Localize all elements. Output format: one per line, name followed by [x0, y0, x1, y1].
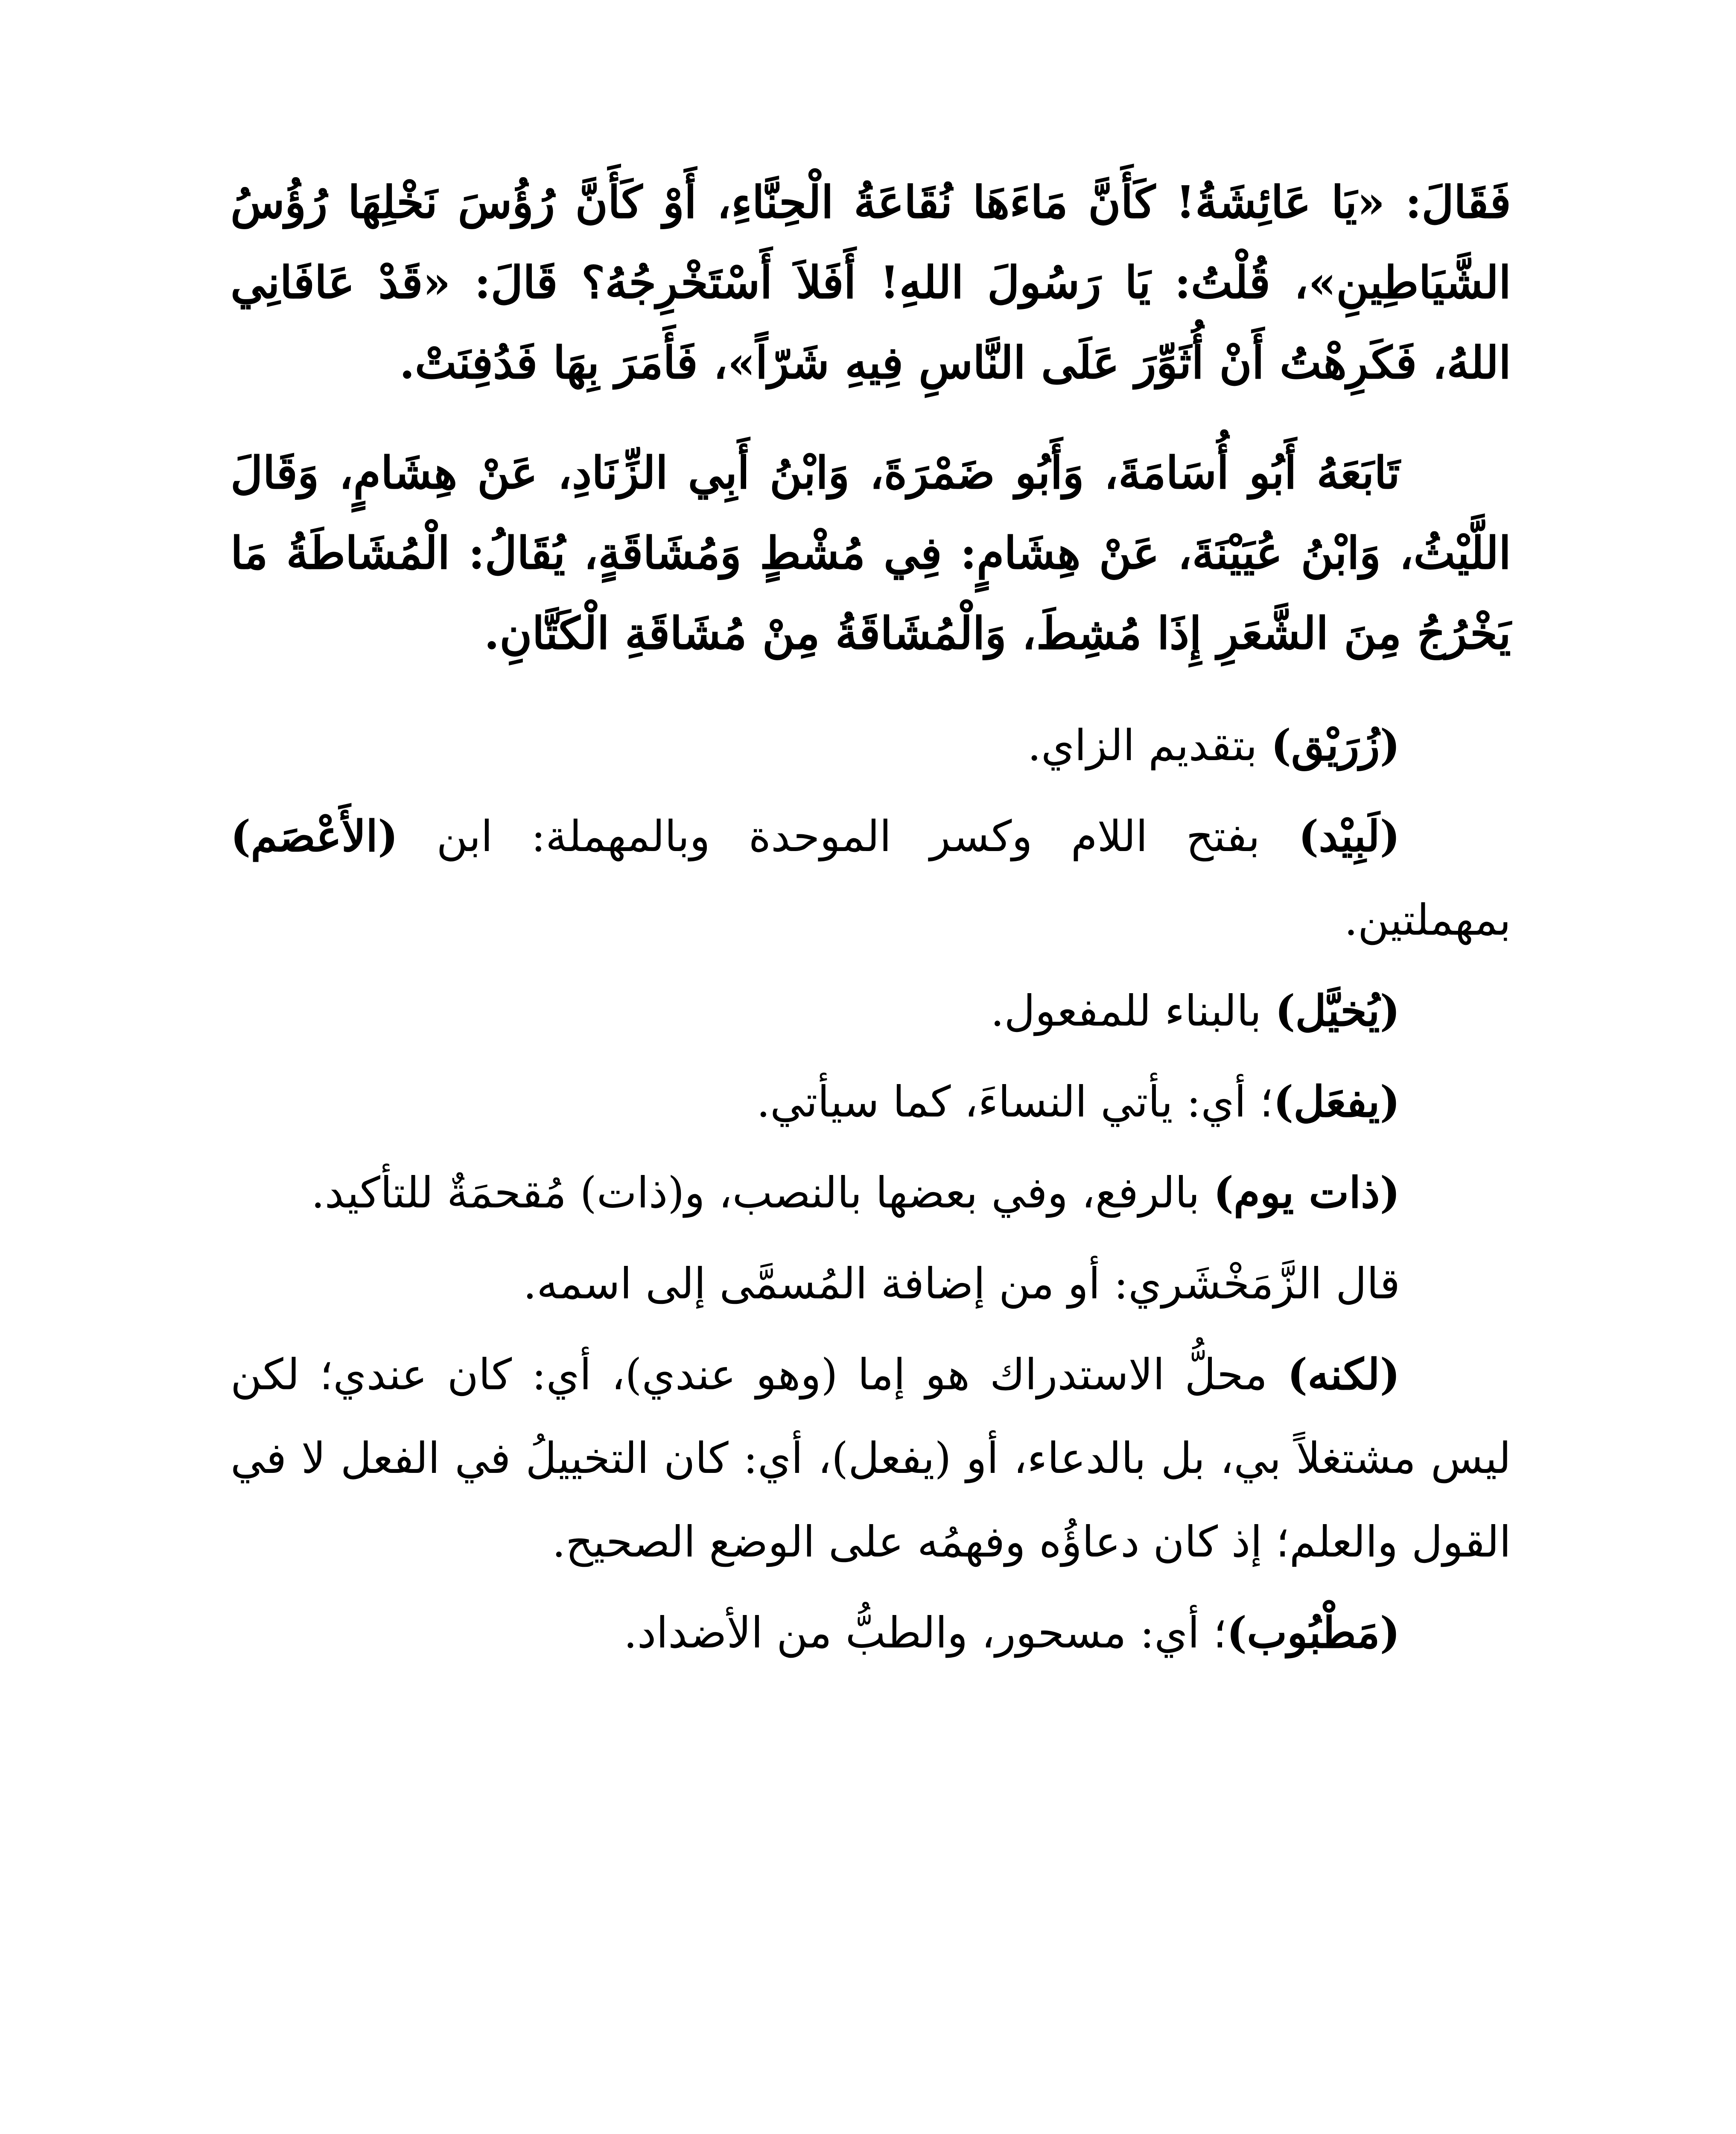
note-text: قال الزَّمَخْشَري: أو من إضافة المُسمَّى إلى اسمه. [523, 1259, 1400, 1309]
hadith-paragraph-2: تَابَعَهُ أَبُو أُسَامَةَ، وَأَبُو ضَمْرَةَ، وَابْنُ أَبِي الزِّنَادِ، عَنْ هِشَامٍ، وَقَالَ اللَّيْثُ، وَابْنُ عُيَيْنَةَ، عَنْ هِشَامٍ: فِي مُشْطٍ وَمُشَاقَةٍ، يُقَالُ: الْمُشَاطَةُ مَا يَخْرُجُ مِنَ الشَّعَرِ إِذَا مُشِطَ، وَالْمُشَاقَةُ مِنْ مُشَاقَةِ الْكَتَّانِ. [230, 446, 1511, 659]
commentary-note-matbub [230, 1591, 1511, 1675]
note-term: (زُرَيْق) [1271, 720, 1400, 770]
note-term: (يُخيَّل) [1275, 985, 1400, 1036]
commentary-note-dhat-yawm [230, 1151, 1511, 1235]
note-text: بتقديم الزاي. [1027, 720, 1271, 770]
commentary-note-labid [230, 794, 1511, 962]
note-term: (لَبِيْد) [1298, 811, 1400, 861]
note-text: بالرفع، وفي بعضها بالنصب، و(ذات) مُقحمَةٌ للتأكيد. [311, 1168, 1214, 1218]
note-text: بالبناء للمفعول. [990, 986, 1275, 1036]
note-text: ؛ أي: مسحور، والطبُّ من الأضداد. [624, 1608, 1227, 1658]
note-term-secondary: (الأَعْصَم) [230, 811, 398, 861]
note-text: بفتح اللام وكسر الموحدة وبالمهملة: ابن [398, 811, 1299, 861]
commentary-note-zamakhshari [230, 1242, 1511, 1326]
note-term: (مَطْبُوب) [1226, 1607, 1400, 1658]
commentary-note-yafal [230, 1060, 1511, 1144]
note-text: محلُّ الاستدراك هو إما (وهو عندي)، أي: كان عندي؛ لكن ليس مشتغلاً بي، بل بالدعاء، أو (يفعل)، أي: كان التخييلُ في الفعل لا في القول والعلم؛ إذ كان دعاؤُه وفهمُه على الوضع الصحيح. [230, 1350, 1511, 1567]
commentary-note-yukhayyal [230, 969, 1511, 1053]
page-content [230, 162, 1511, 1682]
note-term: (ذات يوم) [1213, 1167, 1400, 1218]
note-text: ؛ أي: يأتي النساءَ، كما سيأتي. [756, 1077, 1273, 1127]
note-term: (يفعَل) [1273, 1076, 1400, 1127]
note-text-secondary: بمهملتين. [1344, 895, 1511, 945]
note-term: (لكنه) [1287, 1349, 1400, 1399]
hadith-paragraph-1: فَقَالَ: «يَا عَائِشَةُ! كَأَنَّ مَاءَهَا نُقَاعَةُ الْحِنَّاءِ، أَوْ كَأَنَّ رُؤُسَ نَخْلِهَا رُؤُسُ الشَّيَاطِينِ»، قُلْتُ: يَا رَسُولَ اللهِ! أَفَلاَ أَسْتَخْرِجُهُ؟ قَالَ: «قَدْ عَافَانِي اللهُ، فَكَرِهْتُ أَنْ أُثَوِّرَ عَلَى النَّاسِ فِيهِ شَرّاً»، فَأَمَرَ بِهَا فَدُفِنَتْ. [230, 176, 1511, 389]
commentary-note-lakinnahu [230, 1332, 1511, 1584]
commentary-note-zurayq [230, 703, 1511, 787]
